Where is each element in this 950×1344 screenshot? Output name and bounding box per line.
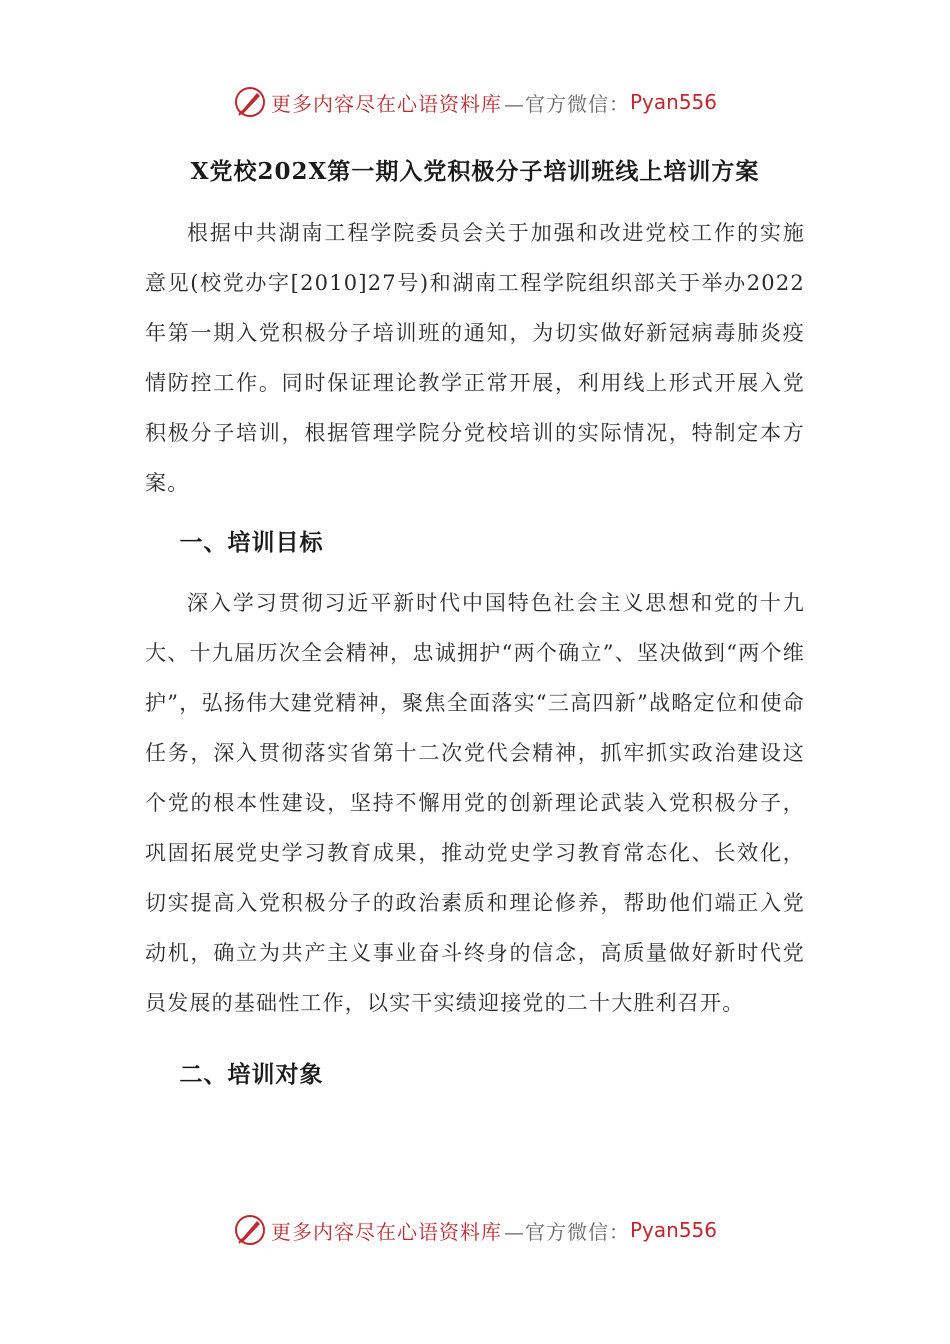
document-title: X党校202X第一期入党积极分子培训班线上培训方案 (190, 158, 760, 185)
section1-paragraph: 深入学习贯彻习近平新时代中国特色社会主义思想和党的十九大、十九届历次全会精神，忠诚拥护“两个确立”、坚决做到“两个维护”，弘扬伟大建党精神，聚焦全面落实“三高四新”战略定位和使命任务，深入贯彻落实省第十二次党代会精神，抓牢抓实政治建设这个党的根本性建设，坚持不懈用党的创新理论武装入党积极分子，巩固拓展党史学习教育成果，推动党史学习教育常态化、长效化，切实提高入党积极分子的政治素质和理论修养，帮助他们端正入党动机，确立为共产主义事业奋斗终身的信念，高质量做好新时代党员发展的基础性工作，以实干实绩迎接党的二十大胜利召开。 (145, 591, 805, 1015)
banner-wechat-id: Pyan556 (629, 1218, 717, 1242)
banner-brand: 更多内容尽在心语资料库 (270, 1219, 502, 1244)
banner-separator: —官方微信： (503, 91, 630, 116)
intro-paragraph: 根据中共湖南工程学院委员会关于加强和改进党校工作的实施意见(校党办字[2010]27号)和湖南工程学院组织部关于举办2022年第一期入党积极分子培训班的通知，为切实做好新冠病毒肺炎疫情防控工作。同时保证理论教学正常开展，利用线上形式开展入党积极分子培训，根据管理学院分党校培训的实际情况，特制定本方案。 (145, 221, 805, 495)
banner-wechat-id: Pyan556 (629, 90, 717, 114)
document-body (145, 208, 805, 1100)
footer-banner (0, 1210, 950, 1250)
section2-heading: 二、培训对象 (179, 1061, 324, 1088)
quill-pen-icon (233, 1213, 267, 1247)
section1-heading: 一、培训目标 (179, 529, 324, 556)
header-banner (0, 82, 950, 122)
banner-brand: 更多内容尽在心语资料库 (270, 91, 502, 116)
quill-pen-icon (233, 85, 267, 119)
banner-separator: —官方微信： (503, 1219, 630, 1244)
